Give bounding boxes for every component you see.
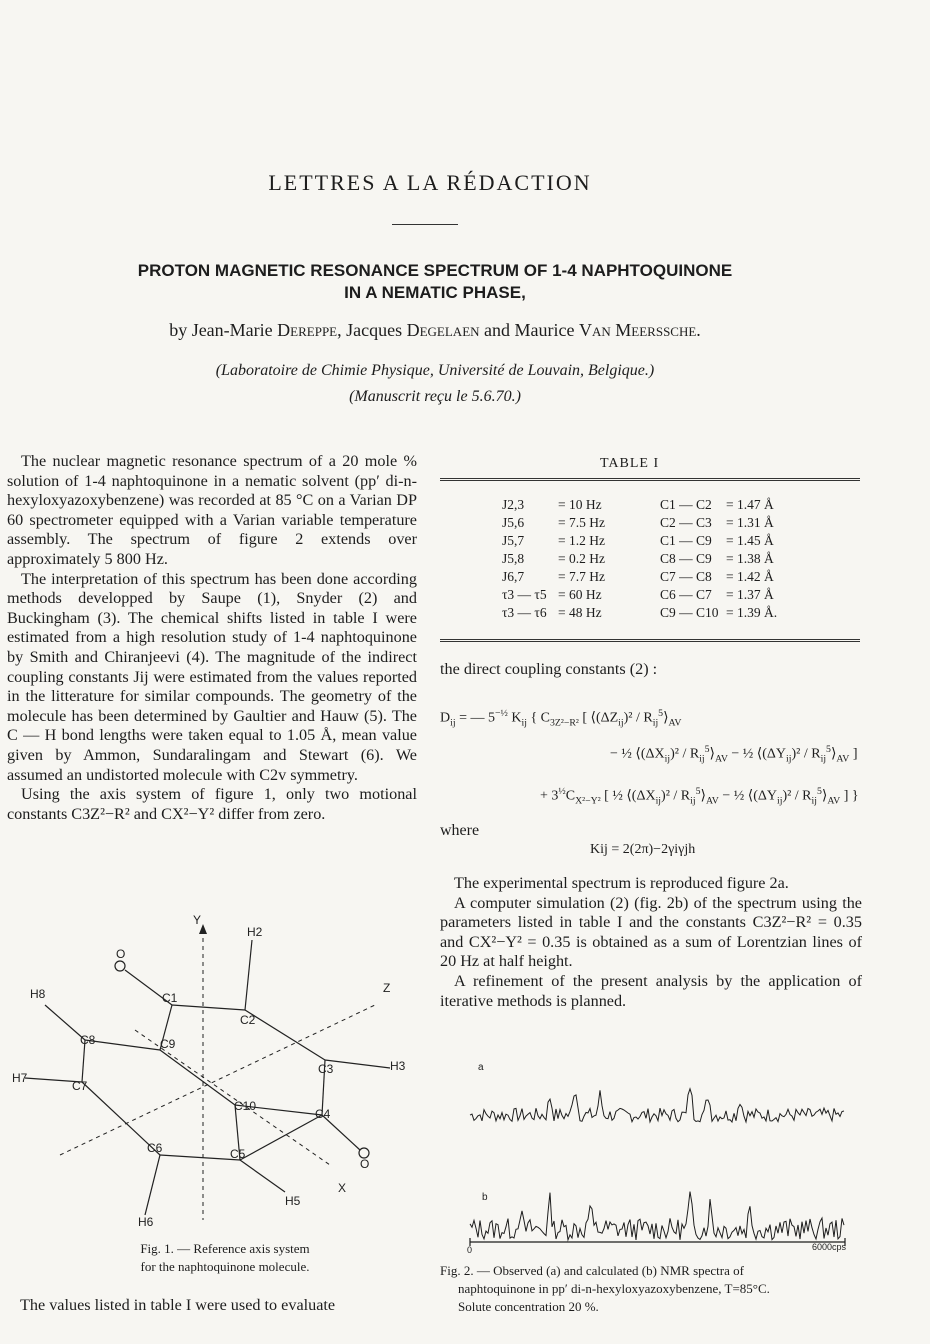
table-cell-label: τ3 — τ6 <box>502 605 547 620</box>
fig1-caption-line2: for the naphtoquinone molecule. <box>140 1259 310 1274</box>
c7-label: C7 <box>72 1079 88 1093</box>
h3-label: H3 <box>390 1059 406 1073</box>
spectrum-a-label: a <box>478 1062 484 1073</box>
axis-end-label: 6000cps <box>812 1242 847 1252</box>
spectrum-b-label: b <box>482 1192 488 1203</box>
o-top-label: O <box>116 947 126 961</box>
author-3: Van Meerssche <box>579 320 697 340</box>
figure-2-spectra <box>440 1050 870 1260</box>
table-cell-value: = 1.42 Å <box>726 569 774 584</box>
fig2-caption-line2: naphtoquinone in pp′ di-n-hexyloxyazoxybenzene, T=85°C. <box>458 1281 770 1296</box>
right-paragraph-3: A refinement of the present analysis by the application of iterative methods is planned. <box>440 971 862 1010</box>
table-row <box>660 515 774 531</box>
left-last-line: The values listed in table I were used to evaluate <box>20 1296 336 1314</box>
c4-label: C4 <box>315 1107 331 1121</box>
table-cell-label: C2 — C3 <box>660 515 712 530</box>
table-cell-label: C1 — C2 <box>660 497 712 512</box>
table-cell-label: J5,6 <box>502 515 525 530</box>
c8-label: C8 <box>80 1033 96 1047</box>
left-paragraph-2: The interpretation of this spectrum has been done according methods developped by Saupe (1), Snyder (2) and Buckingham (3). The chemical shifts listed in table I were estimated from a high resolution study of 1-4 naphtoquinone by Smith and Chiranjeevi (4). The magnitude of the indirect coupling constants Jij were estimated from the values reported in the litterature for similar compounds. The geometry of the molecule has been determined by Gaultier and Hauw (5). The C — H bond lengths were taken equal to 1.05 Å, mean value given by Ammon, Sundaralingam and Stewart (6). We assumed an undistorted molecule with C2v symmetry. <box>7 569 417 784</box>
authors-mid2: and Maurice <box>484 320 575 340</box>
article-title <box>40 260 830 304</box>
o-bottom-label: O <box>360 1157 370 1171</box>
author-1: Dereppe <box>277 320 338 340</box>
y-axis-label: Y <box>193 913 202 927</box>
spectrum-a-trace <box>470 1089 844 1122</box>
k-definition: Kij = 2(2π)−2γiγjh <box>590 842 696 857</box>
c6-label: C6 <box>147 1141 163 1155</box>
table-row <box>660 551 774 567</box>
table-cell-label: C7 — C8 <box>660 569 712 584</box>
axis-start-label: 0 <box>467 1245 473 1255</box>
table-cell-value: = 1.31 Å <box>726 515 774 530</box>
table-cell-value: = 0.2 Hz <box>558 551 605 566</box>
figure-1-caption <box>40 1240 410 1276</box>
table-row <box>502 569 605 585</box>
table-1 <box>440 478 860 642</box>
x-axis-label: X <box>338 1181 347 1195</box>
where-label: where <box>440 822 480 839</box>
table-cell-value: = 48 Hz <box>558 605 602 620</box>
table-cell-value: = 1.38 Å <box>726 551 774 566</box>
table-cell-label: C6 — C7 <box>660 587 712 602</box>
h5-label: H5 <box>285 1194 301 1208</box>
c1-label: C1 <box>162 991 178 1005</box>
article-title-line1: PROTON MAGNETIC RESONANCE SPECTRUM OF 1-4 NAPHTOQUINONE <box>137 261 733 280</box>
right-paragraph-1: The experimental spectrum is reproduced figure 2a. <box>454 874 789 892</box>
table-cell-label: C9 — C10 <box>660 605 719 620</box>
table-cell-label: J5,7 <box>502 533 525 548</box>
fig2-caption-line1: Fig. 2. — Observed (a) and calculated (b) NMR spectra of <box>440 1263 744 1278</box>
table-cell-label: τ3 — τ5 <box>502 587 547 602</box>
table-cell-value: = 60 Hz <box>558 587 602 602</box>
table-cell-value: = 1.39 Å. <box>726 605 778 620</box>
c10-label: C10 <box>234 1099 257 1113</box>
table-1-title: TABLE I <box>600 456 660 471</box>
c5-label: C5 <box>230 1147 246 1161</box>
authors-end: . <box>696 320 701 340</box>
spectrum-b-trace <box>470 1192 844 1240</box>
table-row <box>502 533 605 549</box>
table-cell-label: C1 — C9 <box>660 533 712 548</box>
h8-label: H8 <box>30 987 46 1001</box>
figure-2-caption <box>440 1262 870 1316</box>
h6-label: H6 <box>138 1215 154 1229</box>
table-row <box>660 587 774 603</box>
table-cell-label: J6,7 <box>502 569 525 584</box>
h2-label: H2 <box>247 925 263 939</box>
title-rule <box>392 224 458 225</box>
authors-by: by Jean-Marie <box>169 320 273 340</box>
table-cell-value: = 7.7 Hz <box>558 569 605 584</box>
left-column <box>7 452 417 824</box>
c3-label: C3 <box>318 1062 334 1076</box>
left-paragraph-3: Using the axis system of figure 1, only two motional constants C3Z²−R² and CX²−Y² differ from zero. <box>7 785 417 823</box>
table-row <box>502 551 605 567</box>
table-row <box>660 533 774 549</box>
table-row <box>660 605 777 621</box>
table-row <box>502 497 602 513</box>
table-row <box>660 497 774 513</box>
section-title: LETTRES A LA RÉDACTION <box>268 170 592 195</box>
left-paragraph-1: The nuclear magnetic resonance spectrum of a 20 mole % solution of 1-4 naphtoquinone in a nematic solvent (pp′ di-n-hexyloxyazoxybenzene) was recorded at 85 °C on a Varian DP 60 spectrometer equipped with a Varian variable temperature assembly. The spectrum of figure 2 extends over approximately 5 800 Hz. <box>7 452 417 568</box>
table-row <box>660 569 774 585</box>
figure-1-molecule <box>0 910 430 1240</box>
right-paragraph-2: A computer simulation (2) (fig. 2b) of the spectrum using the parameters listed in table I and the constants C3Z²−R² = 0.35 and CX²−Y² = 0.35 is obtained as a sum of Lorentzian lines of 20 Hz at half height. <box>440 893 862 971</box>
fig1-caption-line1: Fig. 1. — Reference axis system <box>140 1241 310 1256</box>
table-cell-value: = 7.5 Hz <box>558 515 605 530</box>
lab-line: (Laboratoire de Chimie Physique, Université de Louvain, Belgique.) <box>215 362 655 379</box>
article-title-line2: IN A NEMATIC PHASE, <box>344 283 526 302</box>
c2-label: C2 <box>240 1013 256 1027</box>
table-row <box>502 515 605 531</box>
table-cell-value: = 1.37 Å <box>726 587 774 602</box>
z-axis-label: Z <box>383 981 391 995</box>
c9-label: C9 <box>160 1037 176 1051</box>
table-cell-value: = 1.2 Hz <box>558 533 605 548</box>
table-cell-value: = 10 Hz <box>558 497 602 512</box>
table-row <box>502 605 602 621</box>
affiliation <box>40 358 830 410</box>
table-cell-value: = 1.45 Å <box>726 533 774 548</box>
right-paragraphs <box>440 874 862 1011</box>
manuscript-line: (Manuscrit reçu le 5.6.70.) <box>349 388 521 405</box>
table-cell-label: J2,3 <box>502 497 525 512</box>
author-2: Degelaen <box>406 320 480 340</box>
direct-coupling-intro: the direct coupling constants (2) : <box>440 660 658 678</box>
table-cell-label: C8 — C9 <box>660 551 712 566</box>
fig2-caption-line3: Solute concentration 20 %. <box>458 1299 599 1314</box>
table-cell-value: = 1.47 Å <box>726 497 774 512</box>
h7-label: H7 <box>12 1071 28 1085</box>
table-row <box>502 587 602 603</box>
authors-line <box>40 320 830 341</box>
table-cell-label: J5,8 <box>502 551 525 566</box>
authors-mid1: , Jacques <box>337 320 403 340</box>
equation-dij: $D_{ij}$ = — $5^{-\frac{1}{2}}$ $K_{ij}$ { $C_{3Z^2-R^2}$ [ $⟨(\Delta Z_{ij})^2$ / $R_{ij}^5⟩_{AV}$ − ½ $⟨(\Delta X_{ij})^2$ / $R_{ij}^5⟩_{AV}$ − ½ $⟨(\Delta Y_{ij})^2$ / $R_{ij}^5⟩_{AV}$ ] + $3^{\frac{1}{2}}C_{X^2-Y^2}$ [ ½ $⟨(\Delta X_{ij})^2$ / $R_{ij}^5⟩_{AV}$ − ½ $⟨(\Delta Y_{ij})^2$ / $R_{ij}^5⟩_{AV}$ ] } <box>440 708 859 807</box>
